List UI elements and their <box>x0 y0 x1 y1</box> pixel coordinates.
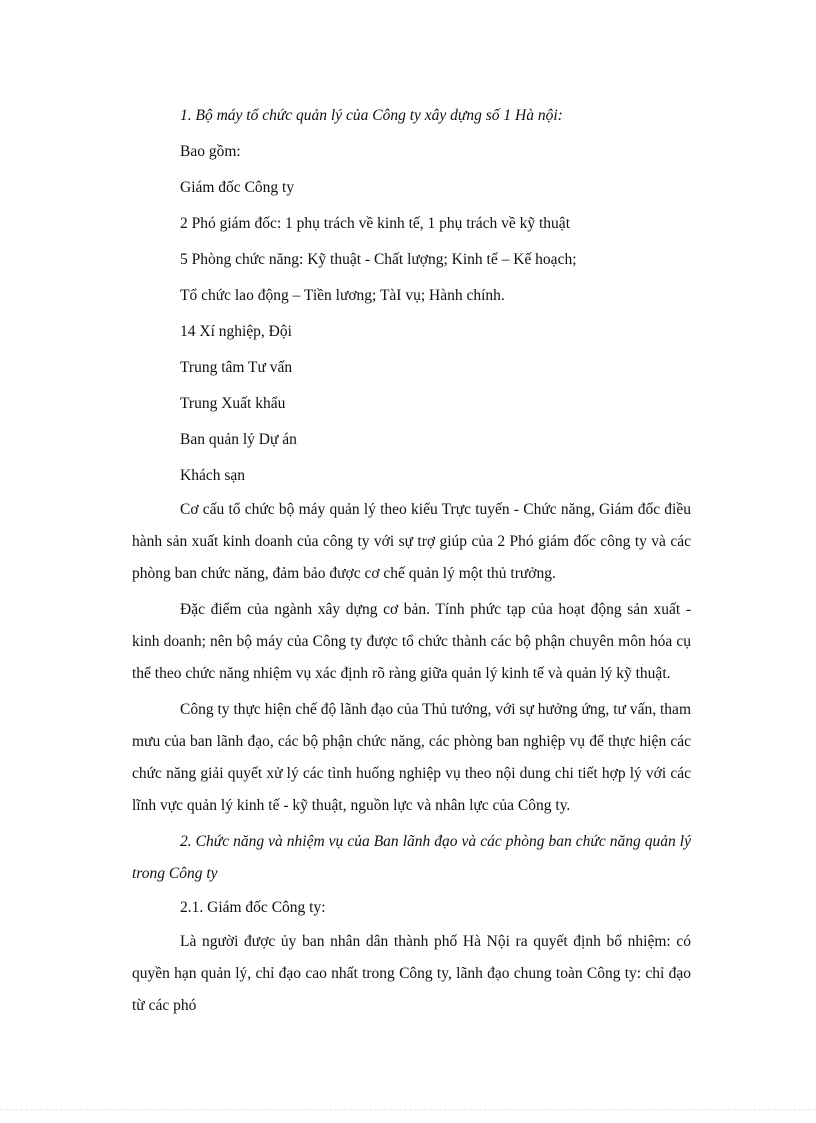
body-paragraph-3: Công ty thực hiện chế độ lãnh đạo của Thủ tướng, với sự hưởng ứng, tư vấn, tham mưu của ban lãnh đạo, các bộ phận chức năng, các phòng ban nghiệp vụ để thực hiện các chức năng giải quyết xử lý các tình huống nghiệp vụ theo nội dung chi tiết hợp lý với các lĩnh vực quản lý kinh tế - kỹ thuật, nguồn lực và nhân lực của Công ty. <box>132 701 691 814</box>
sub-heading: 2.1. Giám đốc Công ty: <box>180 899 326 916</box>
section-heading-1: 1. Bộ máy tổ chức quản lý của Công ty xây dựng số 1 Hà nội: <box>180 107 563 124</box>
list-item: Khách sạn <box>180 467 245 484</box>
list-item: Trung tâm Tư vấn <box>180 359 293 376</box>
page-bottom-rule <box>0 1109 816 1110</box>
list-item: Bao gồm: <box>180 143 241 160</box>
list-item: 5 Phòng chức năng: Kỹ thuật - Chất lượng; Kinh tế – Kế hoạch; <box>180 251 577 268</box>
body-paragraph-4: Là người được ủy ban nhân dân thành phố Hà Nội ra quyết định bổ nhiệm: có quyền hạn quản lý, chỉ đạo cao nhất trong Công ty, lãnh đạo chung toàn Công ty: chỉ đạo từ các phó <box>132 933 691 1014</box>
list-item: Trung Xuất khẩu <box>180 395 286 412</box>
document-body <box>132 98 691 1022</box>
list-item: 14 Xí nghiệp, Đội <box>180 323 292 340</box>
list-item: Ban quản lý Dự án <box>180 431 297 448</box>
body-paragraph-2: Đặc điểm của ngành xây dựng cơ bản. Tính phức tạp của hoạt động sản xuất - kinh doanh; nên bộ máy của Công ty được tổ chức thành các bộ phận chuyên môn hóa cụ thể theo chức năng nhiệm vụ xác định rõ ràng giữa quản lý kinh tế và quản lý kỹ thuật. <box>132 601 691 682</box>
body-paragraph-1: Cơ cấu tổ chức bộ máy quản lý theo kiểu Trực tuyến - Chức năng, Giám đốc điều hành sản xuất kinh doanh của công ty với sự trợ giúp của 2 Phó giám đốc công ty và các phòng ban chức năng, đảm bảo được cơ chế quản lý một thủ trưởng. <box>132 501 691 582</box>
section-heading-2: 2. Chức năng và nhiệm vụ của Ban lãnh đạo và các phòng ban chức năng quản lý trong Công ty <box>132 833 691 882</box>
list-item: Giám đốc Công ty <box>180 179 295 196</box>
list-item: 2 Phó giám đốc: 1 phụ trách về kinh tế, 1 phụ trách về kỹ thuật <box>180 215 570 232</box>
list-item: Tổ chức lao động – Tiền lương; TàI vụ; Hành chính. <box>180 287 505 304</box>
